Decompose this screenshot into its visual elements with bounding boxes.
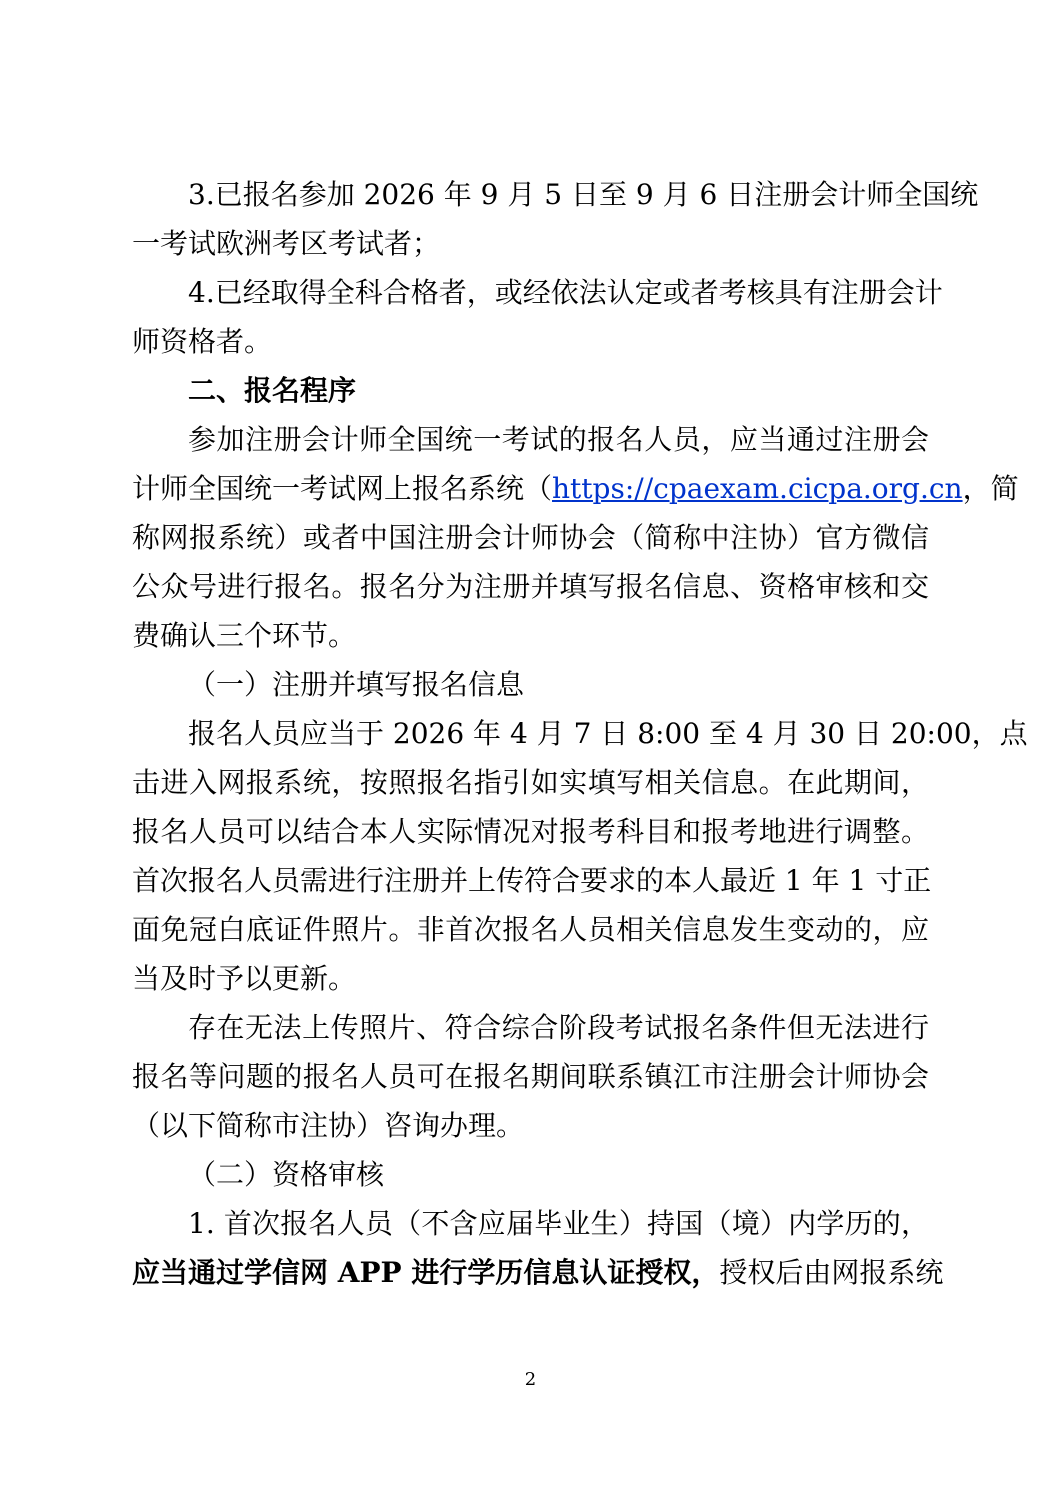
- sub2-item1-line-2: [132, 1248, 944, 1297]
- sub1-para1-line-3: 报名人员可以结合本人实际情况对报考科目和报考地进行调整。: [132, 815, 929, 848]
- intro-line-4: 公众号进行报名。报名分为注册并填写报名信息、资格审核和交: [132, 570, 929, 603]
- sub2-item1-after-text: 授权后由网报系统: [719, 1256, 944, 1289]
- section-heading-registration-procedure: 二、报名程序: [188, 374, 357, 407]
- sub1-para1-line-4: 首次报名人员需进行注册并上传符合要求的本人最近 1 年 1 寸正: [132, 864, 932, 897]
- intro-line-1: 参加注册会计师全国统一考试的报名人员，应当通过注册会: [188, 423, 929, 456]
- subsection-heading-qualification-review: （二）资格审核: [188, 1158, 385, 1191]
- intro-line-2-before: 计师全国统一考试网上报名系统（: [132, 472, 553, 505]
- registration-system-link[interactable]: https://cpaexam.cicpa.org.cn: [552, 472, 963, 505]
- paragraph-4-line-1: 4.已经取得全科合格者，或经依法认定或者考核具有注册会计: [188, 276, 943, 309]
- intro-line-5: 费确认三个环节。: [132, 619, 357, 652]
- paragraph-3-line-1: 3.已报名参加 2026 年 9 月 5 日至 9 月 6 日注册会计师全国统: [188, 178, 979, 211]
- sub1-para1-line-1: 报名人员应当于 2026 年 4 月 7 日 8:00 至 4 月 30 日 20:00，点: [188, 717, 1028, 750]
- sub1-para2-line-2: 报名等问题的报名人员可在报名期间联系镇江市注册会计师协会: [132, 1060, 929, 1093]
- sub1-para2-line-3: （以下简称市注协）咨询办理。: [132, 1109, 525, 1142]
- page-number: 2: [524, 1369, 537, 1390]
- sub1-para1-line-6: 当及时予以更新。: [132, 962, 357, 995]
- page-body: [132, 170, 1028, 1297]
- sub1-para1-line-5: 面免冠白底证件照片。非首次报名人员相关信息发生变动的，应: [132, 913, 929, 946]
- paragraph-4-line-2: 师资格者。: [132, 325, 273, 358]
- sub1-para2-line-1: 存在无法上传照片、符合综合阶段考试报名条件但无法进行: [188, 1011, 929, 1044]
- subsection-heading-register-info: （一）注册并填写报名信息: [188, 668, 525, 701]
- sub2-item1-bold-text: 应当通过学信网 APP 进行学历信息认证授权，: [132, 1256, 720, 1289]
- intro-line-2-after: ，简: [962, 472, 1019, 505]
- intro-line-2: [132, 464, 1019, 513]
- paragraph-3-line-2: 一考试欧洲考区考试者；: [132, 227, 441, 260]
- sub2-item1-line-1: 1. 首次报名人员（不含应届毕业生）持国（境）内学历的，: [188, 1207, 929, 1240]
- sub1-para1-line-2: 击进入网报系统，按照报名指引如实填写相关信息。在此期间，: [132, 766, 929, 799]
- intro-line-3: 称网报系统）或者中国注册会计师协会（简称中注协）官方微信: [132, 521, 929, 554]
